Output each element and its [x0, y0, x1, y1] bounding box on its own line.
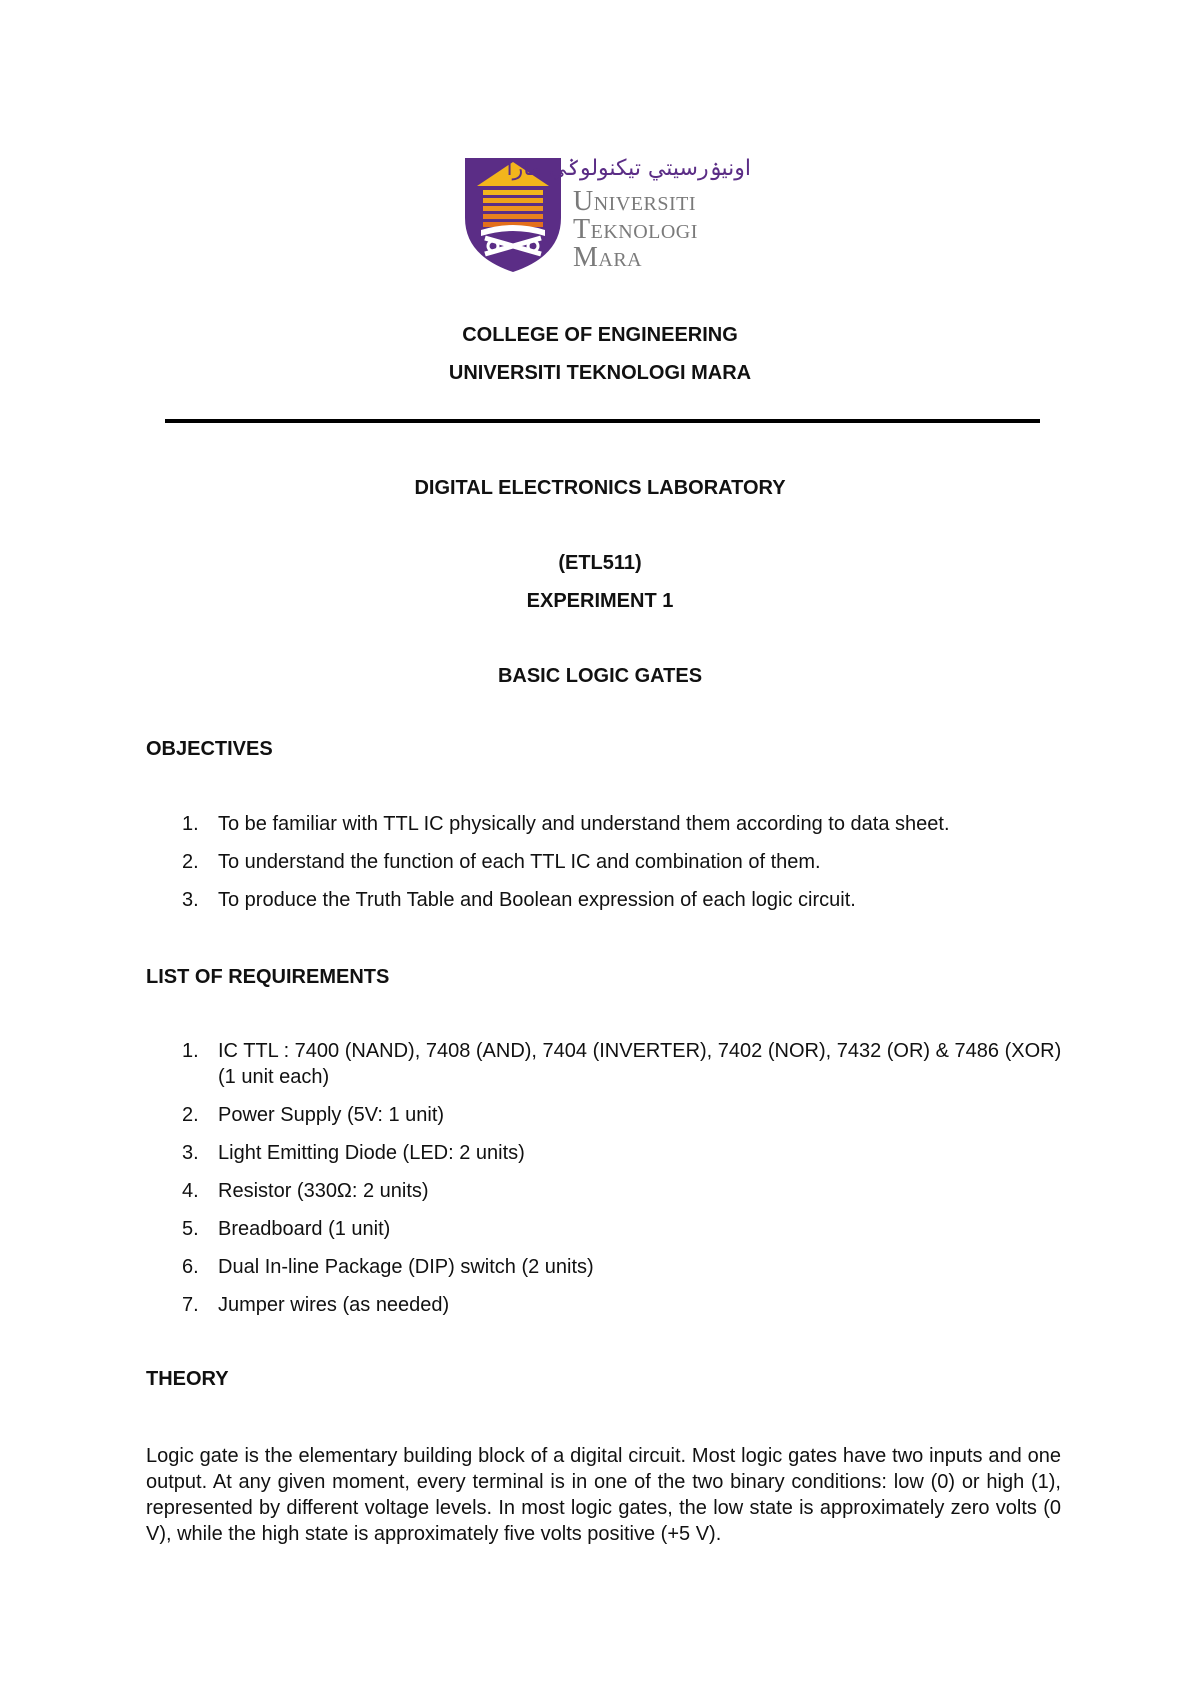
list-item: 5. Breadboard (1 unit) [182, 1218, 391, 1240]
logo-line-mara: Mara [573, 242, 643, 273]
college-name: COLLEGE OF ENGINEERING [462, 324, 738, 346]
experiment-title: BASIC LOGIC GATES [497, 665, 703, 687]
logo-line-teknologi: Teknologi [573, 214, 698, 245]
list-item: 4. Resistor (330Ω: 2 units) [182, 1180, 429, 1202]
requirements-list [146, 1038, 1066, 1330]
objectives-list [146, 811, 1066, 925]
university-name: UNIVERSITI TEKNOLOGI MARA [448, 362, 752, 384]
list-item: 7. Jumper wires (as needed) [182, 1294, 450, 1316]
uitm-logo [463, 156, 753, 274]
logo-line-universiti: Universiti [573, 186, 696, 217]
experiment-number: EXPERIMENT 1 [526, 590, 674, 612]
header-divider [165, 419, 1040, 423]
list-item: 6. Dual In-line Package (DIP) switch (2 units) [182, 1256, 594, 1278]
list-item: 2. To understand the function of each TTL IC and combination of them. [182, 851, 821, 873]
list-item: 3. To produce the Truth Table and Boolean expression of each logic circuit. [182, 889, 856, 911]
theory-paragraph: Logic gate is the elementary building block of a digital circuit. Most logic gates have two inputs and one output. At any given moment, every terminal is in one of the two binary conditions: low (0) or high (1), represented by different voltage levels. In most logic gates, the low state is approximately zero volts (0 V), while the high state is approximately five volts positive (+5 V). [146, 1445, 1061, 1545]
list-item: 1. IC TTL : 7400 (NAND), 7408 (AND), 7404 (INVERTER), 7402 (NOR), 7432 (OR) & 7486 (XOR) (1 unit each) [182, 1040, 1062, 1088]
theory-heading: THEORY [146, 1368, 229, 1390]
requirements-heading: LIST OF REQUIREMENTS [146, 966, 390, 988]
course-code: (ETL511) [558, 552, 642, 574]
list-item: 1. To be familiar with TTL IC physically and understand them according to data sheet. [182, 813, 950, 835]
logo-jawi: اونيۏرسيتي تيكنولوݢي مارا [506, 156, 751, 181]
list-item: 2. Power Supply (5V: 1 unit) [182, 1104, 445, 1126]
list-item: 3. Light Emitting Diode (LED: 2 units) [182, 1142, 525, 1164]
objectives-heading: OBJECTIVES [146, 738, 273, 760]
lab-title: DIGITAL ELECTRONICS LABORATORY [414, 477, 786, 499]
